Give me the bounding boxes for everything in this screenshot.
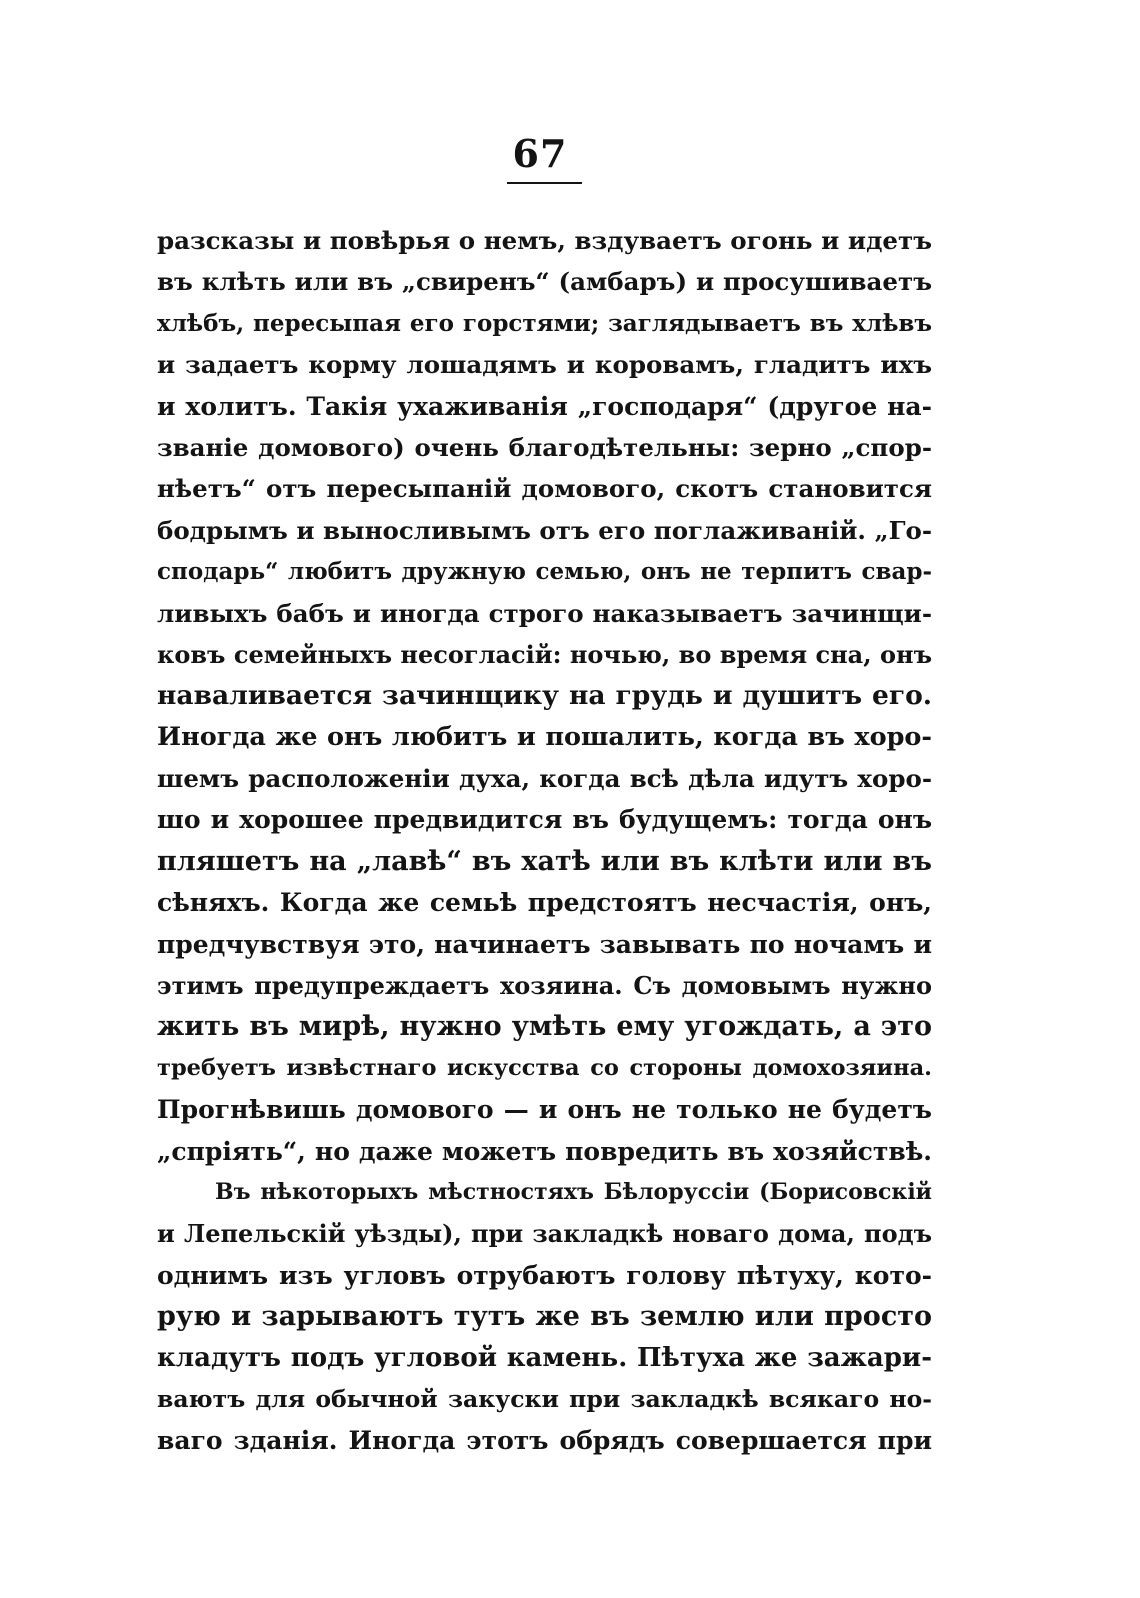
text-line-26: однимъ изъ угловъ отрубаютъ голову пѣтуху, кото- <box>157 1260 932 1290</box>
text-line-12: наваливается зачинщику на грудь и душитъ его. <box>157 680 932 712</box>
text-line-2: въ клѣть или въ „свиренъ“ (амбаръ) и просушиваетъ <box>157 267 932 297</box>
text-line-20: жить въ мирѣ, нужно умѣть ему угождать, а это <box>157 1011 932 1043</box>
text-line-4: и задаетъ корму лошадямъ и коровамъ, гладитъ ихъ <box>157 350 932 380</box>
text-line-14: шемъ расположеніи духа, когда всѣ дѣла идутъ хоро- <box>157 764 932 794</box>
text-line-10: ливыхъ бабъ и иногда строго наказываетъ зачинщи- <box>157 598 932 628</box>
text-line-28: кладутъ подъ угловой камень. Пѣтуха же зажари- <box>157 1342 932 1373</box>
text-line-27: рую и зарываютъ тутъ же въ землю или просто <box>157 1301 932 1333</box>
text-line-18: предчувствуя это, начинаетъ завывать по ночамъ и <box>157 929 932 959</box>
text-line-11: ковъ семейныхъ несогласій: ночью, во время сна, онъ <box>157 639 932 669</box>
page-number-rule <box>507 182 582 184</box>
text-line-15: шо и хорошее предвидится въ будущемъ: тогда онъ <box>157 805 932 835</box>
text-line-3: хлѣбъ, пересыпая его горстями; заглядываетъ въ хлѣвъ <box>157 309 932 337</box>
text-line-13: Иногда же онъ любитъ и пошалить, когда въ хоро- <box>157 721 932 752</box>
body-text <box>157 220 932 1462</box>
text-line-19: этимъ предупреждаетъ хозяина. Съ домовымъ нужно <box>157 971 932 1001</box>
text-line-9: сподарь“ любитъ дружную семью, онъ не терпитъ свар- <box>157 558 932 586</box>
text-line-8: бодрымъ и выносливымъ отъ его поглаживаній. „Го- <box>157 515 932 545</box>
text-line-21: требуетъ извѣстнаго искусства со стороны домохозяина. <box>157 1054 932 1081</box>
text-line-29: ваютъ для обычной закуски при закладкѣ всякаго но- <box>157 1384 932 1413</box>
text-line-30: ваго зданія. Иногда этотъ обрядъ совершается при <box>157 1426 932 1456</box>
text-line-16: пляшетъ на „лавѣ“ въ хатѣ или въ клѣти или въ <box>157 845 932 877</box>
text-line-6: званіе домового) очень благодѣтельны: зерно „спор- <box>157 432 932 462</box>
text-line-1: разсказы и повѣрья о немъ, вздуваетъ огонь и идетъ <box>157 226 932 255</box>
text-line-24: Въ нѣкоторыхъ мѣстностяхъ Бѣлоруссіи (Борисовскій <box>215 1178 932 1205</box>
text-line-25: и Лепельскій уѣзды), при закладкѣ новаго дома, подъ <box>157 1219 932 1249</box>
text-line-23: „спріять“, но даже можетъ повредить въ хозяйствѣ. <box>157 1136 932 1166</box>
page-number: 67 <box>512 131 568 176</box>
text-line-7: нѣетъ“ отъ пересыпаній домового, скотъ становится <box>157 474 932 504</box>
text-line-17: сѣняхъ. Когда же семьѣ предстоятъ несчастія, онъ, <box>157 888 932 918</box>
text-line-5: и холитъ. Такія ухаживанія „господаря“ (другое на- <box>157 391 932 421</box>
text-line-22: Прогнѣвишь домового — и онъ не только не будетъ <box>157 1095 932 1125</box>
